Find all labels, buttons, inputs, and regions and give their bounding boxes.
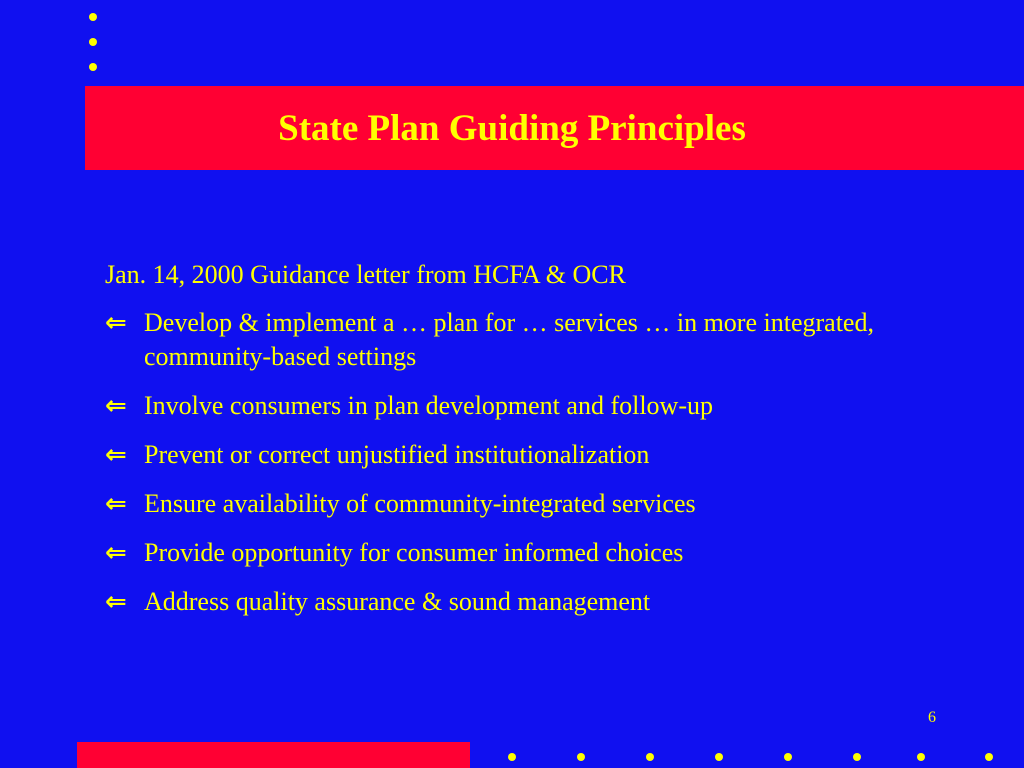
left-arrow-icon: ⇐ [105, 440, 127, 470]
page-number: 6 [928, 709, 936, 726]
bullet-item [105, 306, 985, 374]
decorative-dot [715, 753, 723, 761]
left-arrow-icon: ⇐ [105, 489, 127, 519]
decorative-dot [985, 753, 993, 761]
decorative-dot [577, 753, 585, 761]
bullet-item [105, 487, 985, 521]
slide-title [0, 104, 1024, 154]
decorative-dot [784, 753, 792, 761]
bullet-text: Provide opportunity for consumer informed choices [144, 538, 684, 567]
bullet-item [105, 536, 985, 570]
decorative-dot [646, 753, 654, 761]
decorative-dot [508, 753, 516, 761]
decorative-dot [89, 63, 97, 71]
decorative-dot [89, 13, 97, 21]
left-arrow-icon: ⇐ [105, 308, 127, 338]
decorative-dot [853, 753, 861, 761]
bullet-text: Ensure availability of community-integrated services [144, 489, 696, 518]
bullet-text: Prevent or correct unjustified institutionalization [144, 440, 650, 469]
footer-bar [77, 742, 470, 768]
bullet-text: Address quality assurance & sound management [144, 587, 651, 616]
left-arrow-icon: ⇐ [105, 391, 127, 421]
decorative-dot [917, 753, 925, 761]
bullet-text: Involve consumers in plan development and follow-up [144, 391, 713, 420]
intro-line: Jan. 14, 2000 Guidance letter from HCFA & OCR [105, 260, 626, 289]
slide-title-text: State Plan Guiding Principles [278, 108, 746, 149]
left-arrow-icon: ⇐ [105, 538, 127, 568]
bullet-text: Develop & implement a … plan for … services … in more integrated, community-based settings [144, 308, 874, 371]
decorative-dot [89, 38, 97, 46]
bullet-item [105, 389, 985, 423]
bullet-item [105, 585, 985, 619]
bullet-item [105, 438, 985, 472]
slide-content [105, 258, 985, 634]
left-arrow-icon: ⇐ [105, 587, 127, 617]
